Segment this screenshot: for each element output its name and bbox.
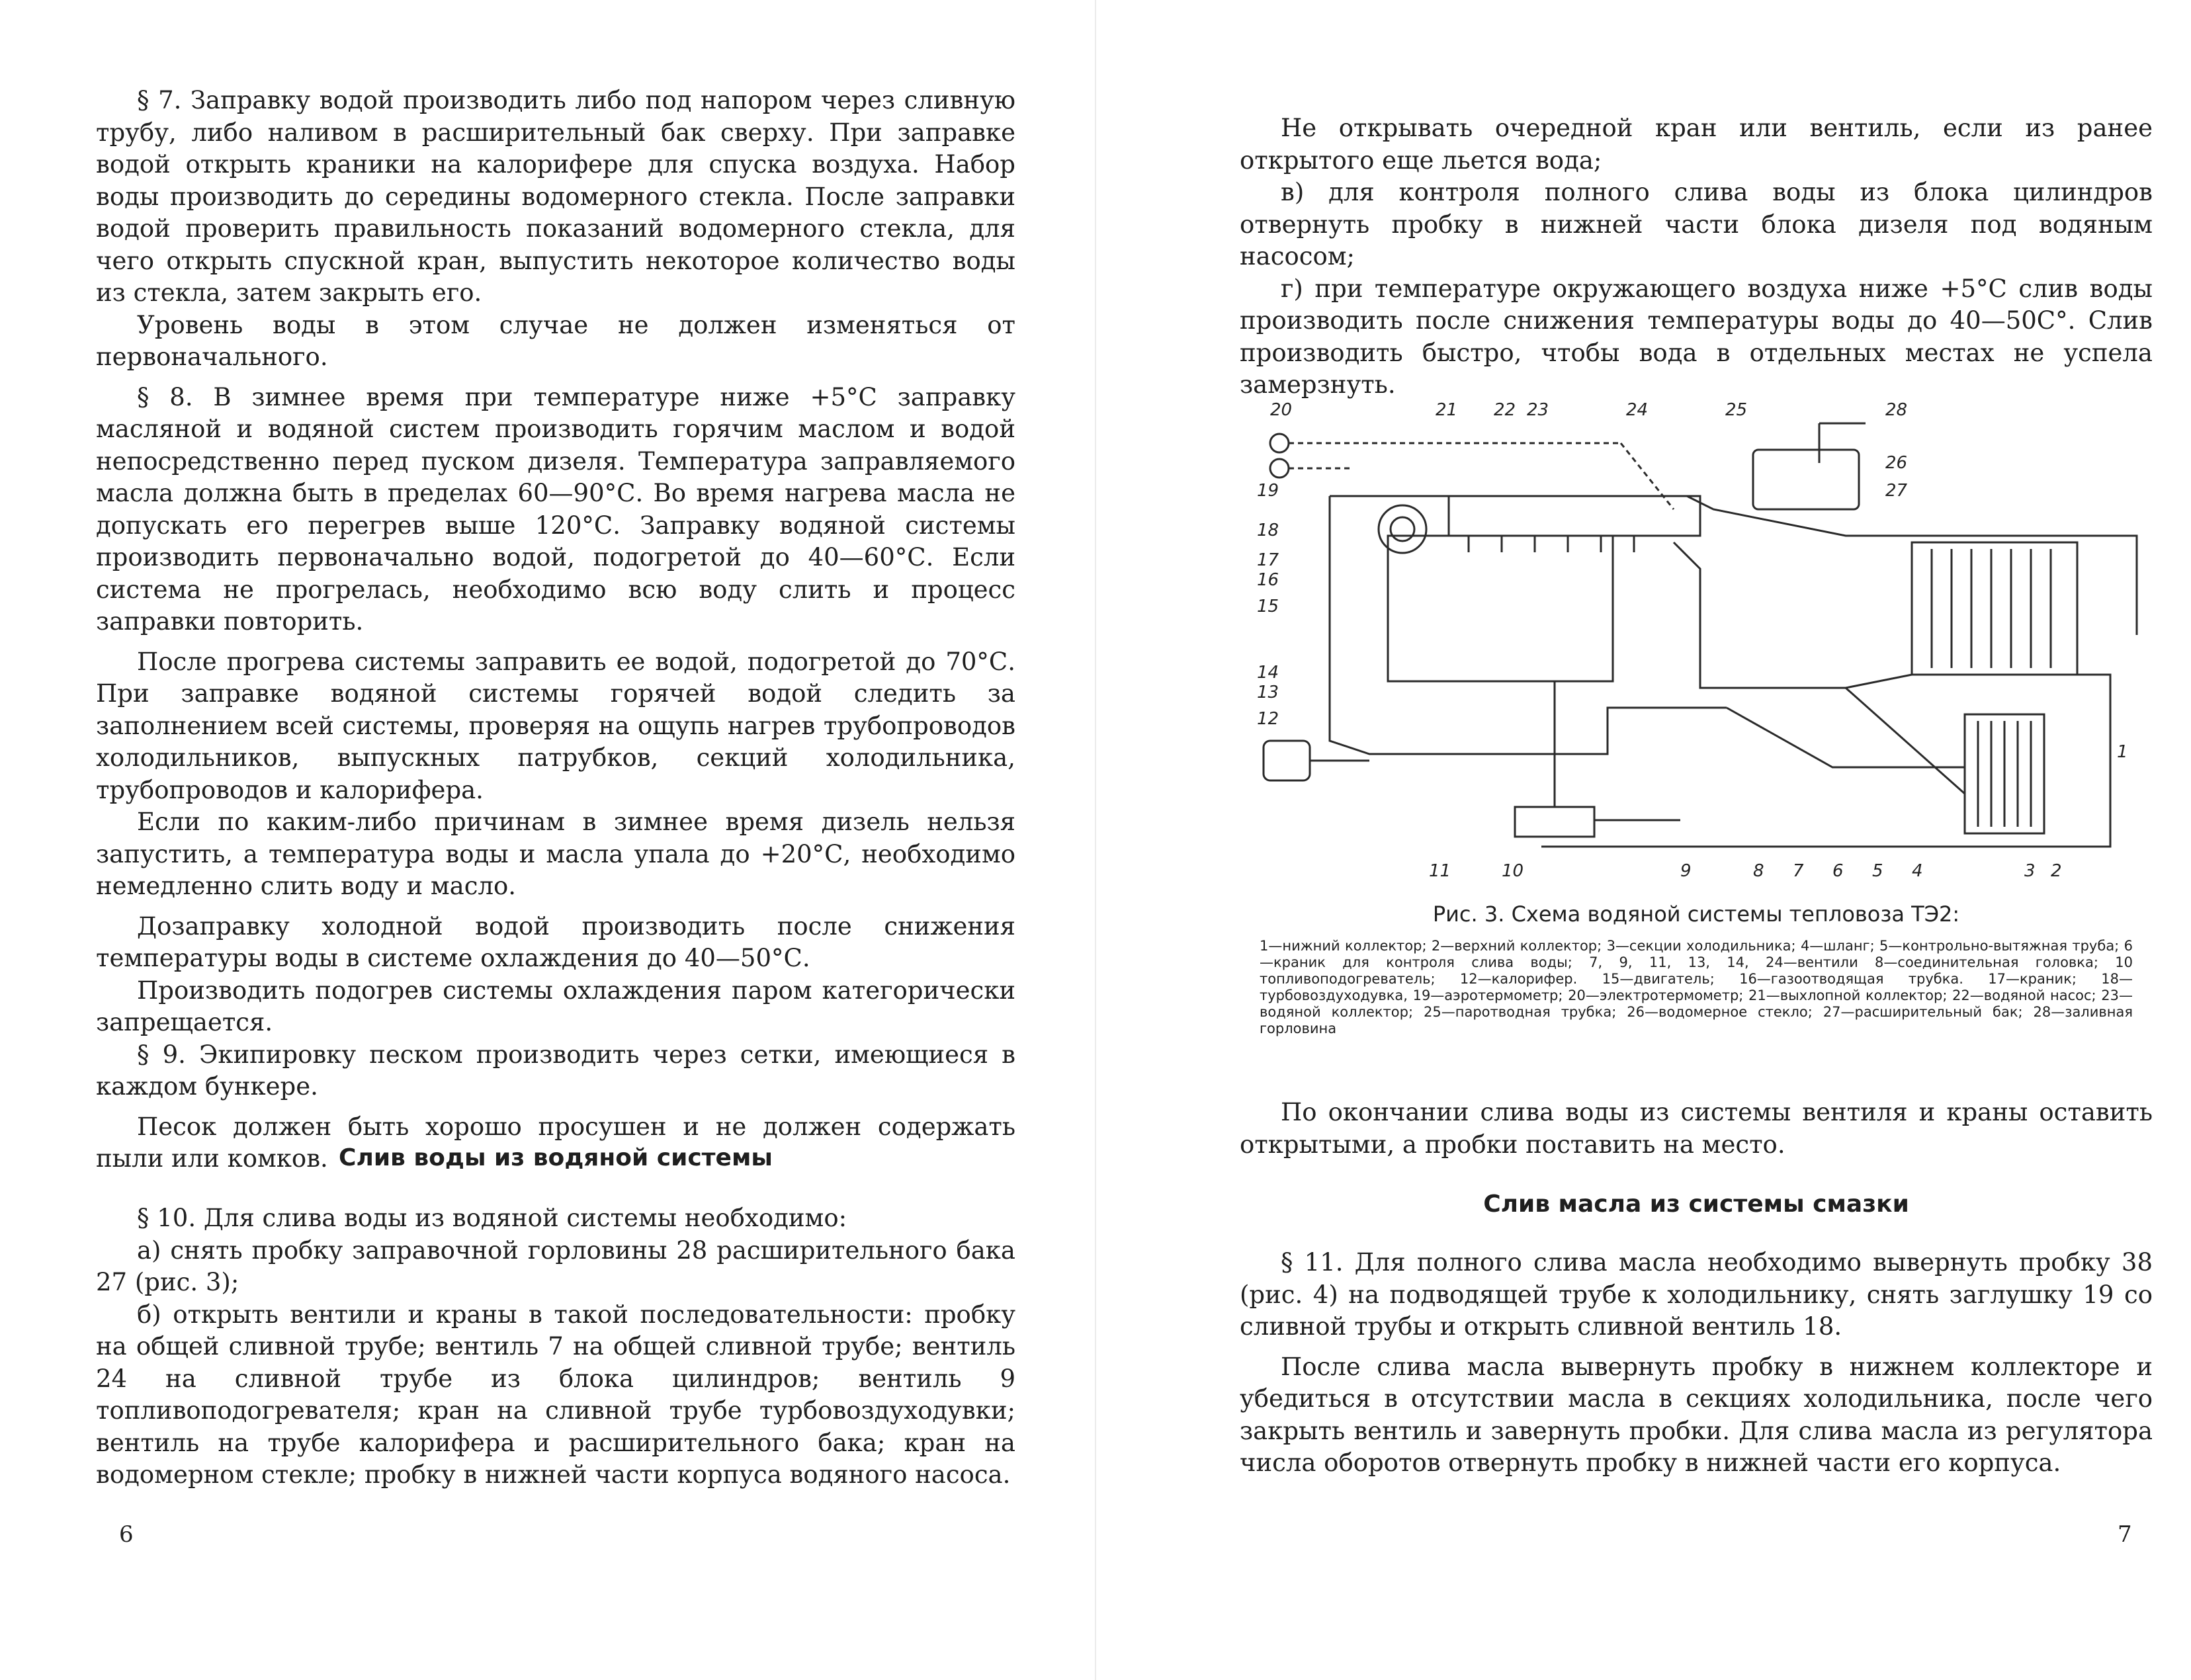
right-text-block-3 bbox=[1240, 1247, 2153, 1480]
figure-label: 20 bbox=[1270, 400, 1293, 420]
figure-label: 23 bbox=[1527, 400, 1549, 420]
paragraph: Производить подогрев системы охлаждения паром категорически запрещается. bbox=[96, 976, 1015, 1036]
paragraph: в) для контроля полного слива воды из блока цилиндров отвернуть пробку в нижней части блока дизеля под водяным насосом; bbox=[1240, 178, 2153, 271]
paragraph: § 7. Заправку водой производить либо под напором через сливную трубу, либо наливом в расширительный бак сверху. При заправке водой открыть краники на калорифере для спуска воздуха. Набор воды производить до середины водомерного стекла. После заправки водой проверить правильность показаний водомерного стекла, для чего открыть спускной кран, выпустить некоторое количество воды из стекла, затем закрыть его. bbox=[96, 86, 1015, 307]
figure-legend bbox=[1260, 938, 2133, 1037]
figure-label: 15 bbox=[1257, 597, 1279, 616]
paragraph: После слива масла вывернуть пробку в нижнем коллекторе и убедиться в отсутствии масла в секциях холодильника, после чего закрыть вентиль и завернуть пробки. Для слива масла из регулятора числа оборотов отвернуть пробку в нижней части его корпуса. bbox=[1240, 1352, 2153, 1477]
paragraph: § 8. В зимнее время при температуре ниже +5°С заправку масляной и водяной систем производить горячим маслом и водой непосредственно перед пуском дизеля. Температура заправляемого масла должна быть в пределах 60—90°С. Во время нагрева масла не допускать его перегрев выше 120°С. Заправку водяной системы производить первоначально водой, подогретой до 40—60°С. Если система не прогрелась, необходимо всю воду слить и процесс заправки повторить. bbox=[96, 382, 1015, 636]
legend-text: 1—нижний коллектор; 2—верхний коллектор; 3—секции холодильника; 4—шланг; 5—контрольно-вытяжная труба; 6—краник для контроля слива воды; 7, 9, 11, 13, 14, 24—вентили 8—соединительная головка; 10 топливоподогреватель; 12—калорифер. 15—двигатель; 16—газоотводящая трубка. 17—краник; 18—турбовоздуходувка, 19—аэротермометр; 20—электротермометр; 21—выхлопной коллектор; 22—водяной насос; 23—водяной коллектор; 25—паротводная трубка; 26—водомерное стекло; 27—расширительный бак; 28—заливная горловина bbox=[1260, 938, 2133, 1036]
paragraph: § 11. Для полного слива масла необходимо вывернуть пробку 38 (рис. 4) на подводящей трубе к холодильнику, снять заглушку 19 со сливной трубы и открыть сливной вентиль 18. bbox=[1240, 1248, 2153, 1341]
figure-label: 14 bbox=[1257, 663, 1279, 683]
figure-label: 28 bbox=[1885, 400, 1908, 420]
paragraph: По окончании слива воды из системы вентиля и краны оставить открытыми, а пробки поставить на место. bbox=[1240, 1098, 2153, 1159]
paragraph: Не открывать очередной кран или вентиль, если из ранее открытого еще льется вода; bbox=[1240, 114, 2153, 175]
paragraph: а) снять пробку заправочной горловины 28 расширительного бака 27 (рис. 3); bbox=[96, 1236, 1015, 1296]
figure-label: 24 bbox=[1626, 400, 1649, 420]
section-heading: Слив масла из системы смазки bbox=[1483, 1191, 1909, 1218]
figure-label: 5 bbox=[1872, 861, 1883, 881]
figure-label: 4 bbox=[1912, 861, 1923, 881]
figure-label: 6 bbox=[1832, 861, 1844, 881]
figure-label: 22 bbox=[1494, 400, 1516, 420]
section-heading: Слив воды из водяной системы bbox=[339, 1144, 773, 1171]
paragraph: Дозаправку холодной водой производить после снижения температуры воды в системе охлаждения до 40—50°С. bbox=[96, 911, 1015, 972]
figure-label: 13 bbox=[1257, 683, 1279, 702]
figure-label: 9 bbox=[1680, 861, 1692, 881]
page-number: 7 bbox=[2118, 1521, 2132, 1548]
figure-label: 12 bbox=[1257, 709, 1279, 729]
paragraph: г) при температуре окружающего воздуха ниже +5°С слив воды производить после снижения температуры воды до 40—50С°. Слив производить быстро, чтобы вода в отдельных местах не успела замерзнуть. bbox=[1240, 274, 2153, 399]
figure-label: 21 bbox=[1436, 400, 1458, 420]
figure-label: 27 bbox=[1885, 481, 1908, 501]
paragraph: § 9. Экипировку песком производить через сетки, имеющиеся в каждом бункере. bbox=[96, 1040, 1015, 1101]
figure-label: 18 bbox=[1257, 521, 1279, 540]
paragraph: § 10. Для слива воды из водяной системы необходимо: bbox=[137, 1204, 847, 1232]
figure-label: 11 bbox=[1429, 861, 1451, 881]
figure-label: 16 bbox=[1257, 570, 1279, 590]
paragraph: После прогрева системы заправить ее водой, подогретой до 70°С. При заправке водяной системы горячей водой следить за заполнением всей системы, проверяя на ощупь нагрев трубопроводов холодильников, выпускных патрубков, секций холодильника, трубопроводов и калорифера. bbox=[96, 647, 1015, 804]
page-number: 6 bbox=[119, 1521, 134, 1548]
figure-label: 1 bbox=[2117, 742, 2128, 762]
paragraph: Если по каким-либо причинам в зимнее время дизель нельзя запустить, а температура воды и масла упала до +20°С, необходимо немедленно слить воду и масло. bbox=[96, 808, 1015, 900]
figure-label: 17 bbox=[1257, 550, 1279, 570]
figure-label: 19 bbox=[1257, 481, 1279, 501]
figure-label: 10 bbox=[1502, 861, 1524, 881]
figure-label: 2 bbox=[2051, 861, 2062, 881]
left-text-block-2 bbox=[96, 1202, 1015, 1491]
figure-label: 7 bbox=[1793, 861, 1804, 881]
figure-label: 26 bbox=[1885, 453, 1908, 473]
figure-caption: Рис. 3. Схема водяной системы тепловоза ТЭ2: bbox=[1432, 902, 1960, 927]
paragraph: Уровень воды в этом случае не должен изменяться от первоначального. bbox=[96, 310, 1015, 371]
water-system-diagram bbox=[1250, 397, 2163, 886]
paragraph: Песок должен быть хорошо просушен и не должен содержать пыли или комков. bbox=[96, 1112, 1015, 1173]
figure-label: 25 bbox=[1725, 400, 1748, 420]
right-text-block-2 bbox=[1240, 1097, 2153, 1161]
left-text-block bbox=[96, 85, 1015, 1175]
right-text-block bbox=[1240, 112, 2153, 401]
figure-label: 8 bbox=[1753, 861, 1764, 881]
figure-label: 3 bbox=[2024, 861, 2036, 881]
paragraph: б) открыть вентили и краны в такой последовательности: пробку на общей сливной трубе; вентиль 7 на общей сливной трубе; вентиль 24 на сливной трубе из блока цилиндров; вентиль 9 топливоподогревателя; кран на сливной трубе турбовоздуходувки; вентиль на трубе калорифера и расширительного бака; кран на водомерном стекле; пробку в нижней части корпуса водяного насоса. bbox=[96, 1300, 1015, 1489]
